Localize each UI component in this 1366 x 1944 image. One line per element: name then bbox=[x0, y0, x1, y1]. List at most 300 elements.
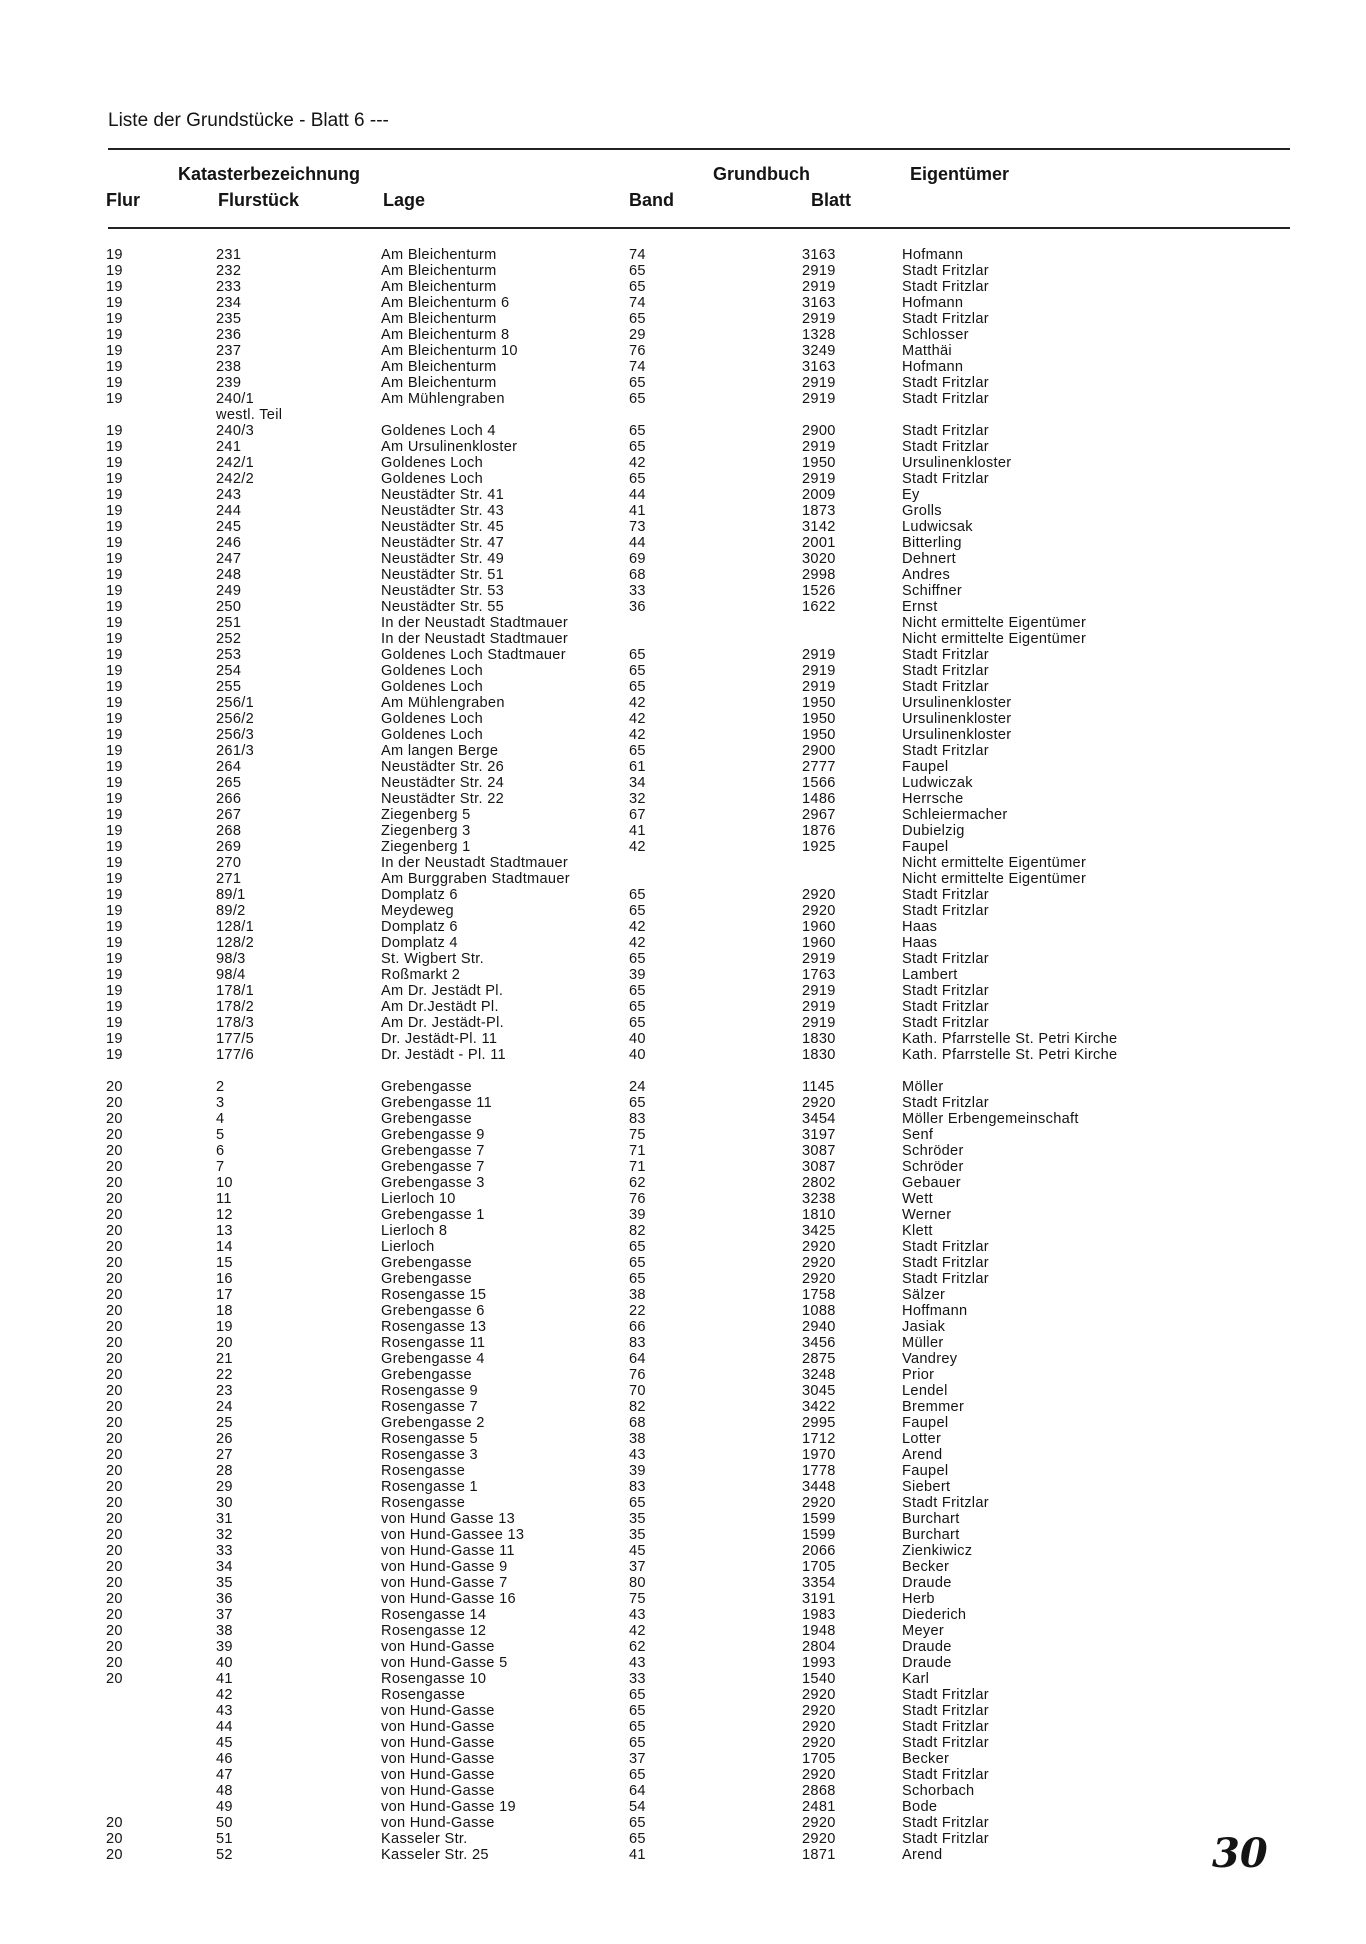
cell-blatt: 2919 bbox=[802, 1015, 836, 1031]
table-row bbox=[0, 1431, 1366, 1447]
cell-lage: von Hund-Gasse bbox=[381, 1703, 495, 1719]
table-row bbox=[0, 967, 1366, 983]
cell-band: 43 bbox=[629, 1607, 646, 1623]
table-row bbox=[0, 1319, 1366, 1335]
cell-eigentuemer: Stadt Fritzlar bbox=[902, 1735, 989, 1751]
cell-flurstueck: 234 bbox=[216, 295, 242, 311]
cell-band: 44 bbox=[629, 535, 646, 551]
cell-flurstueck: 48 bbox=[216, 1783, 233, 1799]
table-row bbox=[0, 1159, 1366, 1175]
cell-flur: 19 bbox=[106, 247, 123, 263]
table-row bbox=[0, 1191, 1366, 1207]
cell-eigentuemer: Schröder bbox=[902, 1143, 964, 1159]
cell-band: 42 bbox=[629, 695, 646, 711]
cell-flur: 19 bbox=[106, 743, 123, 759]
cell-flur: 20 bbox=[106, 1111, 123, 1127]
cell-band: 69 bbox=[629, 551, 646, 567]
cell-band: 74 bbox=[629, 247, 646, 263]
cell-eigentuemer: Ursulinenkloster bbox=[902, 727, 1012, 743]
cell-flurstueck: 22 bbox=[216, 1367, 233, 1383]
cell-flurstueck: 266 bbox=[216, 791, 242, 807]
table-row bbox=[0, 1127, 1366, 1143]
cell-band: 43 bbox=[629, 1655, 646, 1671]
cell-eigentuemer: Ludwiczak bbox=[902, 775, 973, 791]
table-row bbox=[0, 1815, 1366, 1831]
cell-flur: 19 bbox=[106, 295, 123, 311]
table-row bbox=[0, 983, 1366, 999]
cell-lage: Am Bleichenturm bbox=[381, 263, 497, 279]
table-row bbox=[0, 1623, 1366, 1639]
table-row bbox=[0, 1655, 1366, 1671]
cell-flurstueck: 11 bbox=[216, 1191, 232, 1207]
cell-band: 82 bbox=[629, 1223, 646, 1239]
cell-eigentuemer: Schröder bbox=[902, 1159, 964, 1175]
cell-eigentuemer: Arend bbox=[902, 1847, 943, 1863]
cell-lage: Grebengasse bbox=[381, 1367, 472, 1383]
cell-blatt: 2804 bbox=[802, 1639, 836, 1655]
cell-eigentuemer: Stadt Fritzlar bbox=[902, 887, 989, 903]
cell-blatt: 2919 bbox=[802, 983, 836, 999]
table-row bbox=[0, 439, 1366, 455]
cell-flur: 19 bbox=[106, 775, 123, 791]
cell-eigentuemer: Stadt Fritzlar bbox=[902, 1815, 989, 1831]
table-row bbox=[0, 1047, 1366, 1063]
cell-flur: 19 bbox=[106, 727, 123, 743]
cell-eigentuemer: Schiffner bbox=[902, 583, 963, 599]
table-row bbox=[0, 1079, 1366, 1095]
cell-lage: Rosengasse 12 bbox=[381, 1623, 487, 1639]
cell-blatt: 1328 bbox=[802, 327, 836, 343]
cell-eigentuemer: Vandrey bbox=[902, 1351, 958, 1367]
cell-flur: 19 bbox=[106, 839, 123, 855]
cell-eigentuemer: Stadt Fritzlar bbox=[902, 1015, 989, 1031]
table-row bbox=[0, 887, 1366, 903]
table-row bbox=[0, 423, 1366, 439]
cell-eigentuemer: Becker bbox=[902, 1751, 950, 1767]
cell-flurstueck: 47 bbox=[216, 1767, 233, 1783]
cell-flur: 20 bbox=[106, 1847, 123, 1863]
cell-flur: 20 bbox=[106, 1639, 123, 1655]
cell-band: 65 bbox=[629, 1815, 646, 1831]
cell-flur: 20 bbox=[106, 1207, 123, 1223]
cell-flur: 19 bbox=[106, 599, 123, 615]
cell-lage: Rosengasse 9 bbox=[381, 1383, 478, 1399]
cell-flur: 19 bbox=[106, 807, 123, 823]
cell-band: 62 bbox=[629, 1175, 646, 1191]
cell-flur: 20 bbox=[106, 1335, 123, 1351]
cell-eigentuemer: Kath. Pfarrstelle St. Petri Kirche bbox=[902, 1047, 1118, 1063]
cell-eigentuemer: Möller bbox=[902, 1079, 944, 1095]
cell-band: 24 bbox=[629, 1079, 646, 1095]
cell-flur: 20 bbox=[106, 1191, 123, 1207]
cell-blatt: 2919 bbox=[802, 439, 836, 455]
table-row bbox=[0, 615, 1366, 631]
cell-eigentuemer: Andres bbox=[902, 567, 951, 583]
table-row bbox=[0, 1383, 1366, 1399]
cell-blatt: 2967 bbox=[802, 807, 836, 823]
cell-lage: Domplatz 6 bbox=[381, 887, 458, 903]
cell-eigentuemer: Stadt Fritzlar bbox=[902, 999, 989, 1015]
cell-flur: 20 bbox=[106, 1495, 123, 1511]
table-row bbox=[0, 1559, 1366, 1575]
table-row bbox=[0, 695, 1366, 711]
cell-flur: 19 bbox=[106, 391, 123, 407]
cell-flurstueck: westl. Teil bbox=[216, 407, 283, 423]
cell-eigentuemer: Bremmer bbox=[902, 1399, 965, 1415]
cell-eigentuemer: Ursulinenkloster bbox=[902, 711, 1012, 727]
cell-blatt: 3087 bbox=[802, 1143, 836, 1159]
cell-eigentuemer: Draude bbox=[902, 1575, 952, 1591]
cell-blatt: 3163 bbox=[802, 359, 836, 375]
cell-band: 65 bbox=[629, 679, 646, 695]
table-row bbox=[0, 1543, 1366, 1559]
table-row bbox=[0, 551, 1366, 567]
table-row bbox=[0, 1415, 1366, 1431]
cell-band: 75 bbox=[629, 1127, 646, 1143]
cell-flurstueck: 14 bbox=[216, 1239, 233, 1255]
cell-flurstueck: 238 bbox=[216, 359, 242, 375]
cell-lage: Grebengasse 2 bbox=[381, 1415, 485, 1431]
table-row bbox=[0, 775, 1366, 791]
cell-flur: 20 bbox=[106, 1127, 123, 1143]
cell-lage: von Hund-Gasse bbox=[381, 1735, 495, 1751]
cell-eigentuemer: Stadt Fritzlar bbox=[902, 903, 989, 919]
cell-flur: 20 bbox=[106, 1511, 123, 1527]
cell-band: 76 bbox=[629, 1367, 646, 1383]
cell-blatt: 3087 bbox=[802, 1159, 836, 1175]
cell-lage: Goldenes Loch bbox=[381, 679, 484, 695]
cell-band: 71 bbox=[629, 1143, 646, 1159]
cell-band: 65 bbox=[629, 439, 646, 455]
cell-flurstueck: 16 bbox=[216, 1271, 233, 1287]
cell-flur: 20 bbox=[106, 1159, 123, 1175]
cell-flur: 20 bbox=[106, 1527, 123, 1543]
cell-lage: Am Dr. Jestädt-Pl. bbox=[381, 1015, 504, 1031]
table-row bbox=[0, 247, 1366, 263]
cell-lage: Am Mühlengraben bbox=[381, 695, 505, 711]
cell-eigentuemer: Dubielzig bbox=[902, 823, 965, 839]
cell-lage: Grebengasse 7 bbox=[381, 1143, 485, 1159]
cell-lage: Am Bleichenturm 10 bbox=[381, 343, 518, 359]
cell-flurstueck: 29 bbox=[216, 1479, 233, 1495]
table-row bbox=[0, 1783, 1366, 1799]
cell-flurstueck: 26 bbox=[216, 1431, 233, 1447]
cell-band: 35 bbox=[629, 1527, 646, 1543]
cell-flurstueck: 4 bbox=[216, 1111, 225, 1127]
cell-blatt: 2481 bbox=[802, 1799, 836, 1815]
cell-eigentuemer: Stadt Fritzlar bbox=[902, 1719, 989, 1735]
header-band: Band bbox=[629, 190, 674, 210]
cell-flur: 19 bbox=[106, 343, 123, 359]
cell-flurstueck: 256/2 bbox=[216, 711, 255, 727]
cell-flur: 19 bbox=[106, 647, 123, 663]
cell-lage: Am Bleichenturm bbox=[381, 359, 497, 375]
table-row bbox=[0, 631, 1366, 647]
cell-band: 65 bbox=[629, 887, 646, 903]
cell-band: 33 bbox=[629, 1671, 646, 1687]
cell-flurstueck: 256/3 bbox=[216, 727, 255, 743]
header-blatt: Blatt bbox=[811, 190, 851, 210]
cell-blatt: 1810 bbox=[802, 1207, 836, 1223]
cell-eigentuemer: Stadt Fritzlar bbox=[902, 375, 989, 391]
cell-blatt: 2802 bbox=[802, 1175, 836, 1191]
cell-lage: Ziegenberg 3 bbox=[381, 823, 471, 839]
cell-flurstueck: 23 bbox=[216, 1383, 233, 1399]
cell-eigentuemer: Stadt Fritzlar bbox=[902, 1687, 989, 1703]
cell-lage: Rosengasse 15 bbox=[381, 1287, 487, 1303]
table-row bbox=[0, 375, 1366, 391]
cell-flurstueck: 235 bbox=[216, 311, 242, 327]
cell-flur: 19 bbox=[106, 439, 123, 455]
cell-flurstueck: 31 bbox=[216, 1511, 233, 1527]
cell-band: 83 bbox=[629, 1111, 646, 1127]
cell-eigentuemer: Schleiermacher bbox=[902, 807, 1008, 823]
table-row bbox=[0, 1287, 1366, 1303]
cell-flurstueck: 44 bbox=[216, 1719, 233, 1735]
cell-flurstueck: 236 bbox=[216, 327, 242, 343]
cell-lage: Goldenes Loch bbox=[381, 711, 484, 727]
cell-flur: 20 bbox=[106, 1575, 123, 1591]
cell-flur: 20 bbox=[106, 1815, 123, 1831]
cell-band: 65 bbox=[629, 663, 646, 679]
cell-eigentuemer: Möller Erbengemeinschaft bbox=[902, 1111, 1079, 1127]
cell-band: 82 bbox=[629, 1399, 646, 1415]
cell-blatt: 3238 bbox=[802, 1191, 836, 1207]
cell-blatt: 2875 bbox=[802, 1351, 836, 1367]
cell-flurstueck: 52 bbox=[216, 1847, 233, 1863]
table-row bbox=[0, 1527, 1366, 1543]
cell-lage: Lierloch 8 bbox=[381, 1223, 448, 1239]
cell-band: 65 bbox=[629, 1735, 646, 1751]
header-lage: Lage bbox=[383, 190, 426, 210]
cell-blatt: 2920 bbox=[802, 1719, 836, 1735]
cell-flur: 19 bbox=[106, 567, 123, 583]
cell-blatt: 1526 bbox=[802, 583, 836, 599]
cell-band: 83 bbox=[629, 1479, 646, 1495]
cell-flur: 20 bbox=[106, 1239, 123, 1255]
cell-flurstueck: 30 bbox=[216, 1495, 233, 1511]
header-eigentuemer: Eigentümer bbox=[910, 164, 1010, 184]
cell-blatt: 2920 bbox=[802, 887, 836, 903]
cell-lage: Am Bleichenturm bbox=[381, 375, 497, 391]
cell-flur: 19 bbox=[106, 871, 123, 887]
cell-flurstueck: 240/3 bbox=[216, 423, 255, 439]
cell-eigentuemer: Schlosser bbox=[902, 327, 969, 343]
cell-blatt: 1970 bbox=[802, 1447, 836, 1463]
table-row bbox=[0, 263, 1366, 279]
cell-band: 42 bbox=[629, 711, 646, 727]
cell-blatt: 2920 bbox=[802, 1271, 836, 1287]
cell-band: 67 bbox=[629, 807, 646, 823]
cell-lage: Goldenes Loch 4 bbox=[381, 423, 496, 439]
cell-eigentuemer: Stadt Fritzlar bbox=[902, 1095, 989, 1111]
cell-band: 65 bbox=[629, 647, 646, 663]
cell-band: 54 bbox=[629, 1799, 646, 1815]
cell-lage: Neustädter Str. 53 bbox=[381, 583, 505, 599]
table-row bbox=[0, 663, 1366, 679]
cell-flur: 19 bbox=[106, 327, 123, 343]
cell-eigentuemer: Hofmann bbox=[902, 295, 964, 311]
cell-blatt: 2868 bbox=[802, 1783, 836, 1799]
cell-flur: 20 bbox=[106, 1655, 123, 1671]
cell-eigentuemer: Grolls bbox=[902, 503, 942, 519]
cell-lage: von Hund-Gasse 7 bbox=[381, 1575, 508, 1591]
cell-flurstueck: 248 bbox=[216, 567, 242, 583]
cell-band: 36 bbox=[629, 599, 646, 615]
table-row bbox=[0, 343, 1366, 359]
cell-band: 76 bbox=[629, 1191, 646, 1207]
cell-flur: 19 bbox=[106, 471, 123, 487]
cell-band: 65 bbox=[629, 903, 646, 919]
cell-band: 40 bbox=[629, 1031, 646, 1047]
table-row bbox=[0, 679, 1366, 695]
top-rule bbox=[108, 148, 1290, 150]
table-row bbox=[0, 535, 1366, 551]
cell-flurstueck: 98/3 bbox=[216, 951, 246, 967]
cell-band: 65 bbox=[629, 951, 646, 967]
cell-band: 65 bbox=[629, 1255, 646, 1271]
cell-lage: Neustädter Str. 51 bbox=[381, 567, 505, 583]
cell-band: 66 bbox=[629, 1319, 646, 1335]
cell-flur: 19 bbox=[106, 359, 123, 375]
cell-eigentuemer: Zienkiwicz bbox=[902, 1543, 973, 1559]
table-row bbox=[0, 823, 1366, 839]
cell-lage: von Hund-Gasse 9 bbox=[381, 1559, 508, 1575]
cell-flur: 19 bbox=[106, 903, 123, 919]
cell-flur: 19 bbox=[106, 967, 123, 983]
cell-lage: Goldenes Loch bbox=[381, 663, 484, 679]
cell-lage: Grebengasse bbox=[381, 1111, 472, 1127]
cell-eigentuemer: Stadt Fritzlar bbox=[902, 1239, 989, 1255]
cell-flur: 20 bbox=[106, 1623, 123, 1639]
cell-eigentuemer: Nicht ermittelte Eigentümer bbox=[902, 631, 1087, 647]
cell-flurstueck: 247 bbox=[216, 551, 242, 567]
table-row bbox=[0, 1335, 1366, 1351]
cell-blatt: 3163 bbox=[802, 295, 836, 311]
table-row bbox=[0, 487, 1366, 503]
cell-band: 70 bbox=[629, 1383, 646, 1399]
cell-flur: 19 bbox=[106, 487, 123, 503]
table-row bbox=[0, 1351, 1366, 1367]
cell-eigentuemer: Lambert bbox=[902, 967, 958, 983]
cell-flur: 19 bbox=[106, 279, 123, 295]
cell-blatt: 2920 bbox=[802, 903, 836, 919]
table-row bbox=[0, 1735, 1366, 1751]
cell-lage: Neustädter Str. 26 bbox=[381, 759, 505, 775]
cell-lage: In der Neustadt Stadtmauer bbox=[381, 631, 569, 647]
cell-flurstueck: 42 bbox=[216, 1687, 233, 1703]
cell-eigentuemer: Kath. Pfarrstelle St. Petri Kirche bbox=[902, 1031, 1118, 1047]
cell-eigentuemer: Haas bbox=[902, 919, 938, 935]
cell-band: 80 bbox=[629, 1575, 646, 1591]
cell-flur: 20 bbox=[106, 1351, 123, 1367]
cell-blatt: 3248 bbox=[802, 1367, 836, 1383]
cell-eigentuemer: Wett bbox=[902, 1191, 933, 1207]
cell-flurstueck: 244 bbox=[216, 503, 242, 519]
cell-flur: 19 bbox=[106, 983, 123, 999]
cell-flur: 19 bbox=[106, 951, 123, 967]
cell-flurstueck: 19 bbox=[216, 1319, 233, 1335]
cell-band: 68 bbox=[629, 567, 646, 583]
cell-flurstueck: 240/1 bbox=[216, 391, 255, 407]
cell-eigentuemer: Nicht ermittelte Eigentümer bbox=[902, 855, 1087, 871]
cell-flurstueck: 98/4 bbox=[216, 967, 246, 983]
cell-lage: von Hund-Gasse 19 bbox=[381, 1799, 516, 1815]
cell-blatt: 2920 bbox=[802, 1495, 836, 1511]
cell-flur: 19 bbox=[106, 711, 123, 727]
cell-eigentuemer: Stadt Fritzlar bbox=[902, 279, 989, 295]
cell-lage: Am Dr. Jestädt Pl. bbox=[381, 983, 504, 999]
cell-band: 37 bbox=[629, 1751, 646, 1767]
cell-flur: 20 bbox=[106, 1671, 123, 1687]
cell-lage: Grebengasse bbox=[381, 1079, 472, 1095]
cell-blatt: 1830 bbox=[802, 1031, 836, 1047]
cell-lage: Am Mühlengraben bbox=[381, 391, 505, 407]
cell-band: 22 bbox=[629, 1303, 646, 1319]
cell-blatt: 2919 bbox=[802, 279, 836, 295]
table-row bbox=[0, 503, 1366, 519]
cell-lage: In der Neustadt Stadtmauer bbox=[381, 615, 569, 631]
cell-lage: von Hund-Gasse bbox=[381, 1783, 495, 1799]
cell-lage: von Hund-Gasse bbox=[381, 1767, 495, 1783]
cell-lage: Neustädter Str. 55 bbox=[381, 599, 505, 615]
cell-lage: Grebengasse 4 bbox=[381, 1351, 485, 1367]
cell-flur: 20 bbox=[106, 1479, 123, 1495]
cell-lage: Rosengasse 13 bbox=[381, 1319, 487, 1335]
cell-blatt: 1960 bbox=[802, 935, 836, 951]
cell-blatt: 2919 bbox=[802, 375, 836, 391]
cell-band: 64 bbox=[629, 1351, 646, 1367]
cell-eigentuemer: Haas bbox=[902, 935, 938, 951]
cell-band: 35 bbox=[629, 1511, 646, 1527]
table-row bbox=[0, 1239, 1366, 1255]
cell-flur: 19 bbox=[106, 423, 123, 439]
cell-blatt: 2919 bbox=[802, 647, 836, 663]
cell-flurstueck: 43 bbox=[216, 1703, 233, 1719]
cell-eigentuemer: Stadt Fritzlar bbox=[902, 1767, 989, 1783]
cell-flurstueck: 249 bbox=[216, 583, 242, 599]
cell-blatt: 2919 bbox=[802, 999, 836, 1015]
cell-band: 65 bbox=[629, 263, 646, 279]
cell-blatt: 3191 bbox=[802, 1591, 836, 1607]
cell-lage: Rosengasse bbox=[381, 1463, 466, 1479]
cell-eigentuemer: Bitterling bbox=[902, 535, 962, 551]
table-row bbox=[0, 999, 1366, 1015]
cell-band: 64 bbox=[629, 1783, 646, 1799]
cell-lage: In der Neustadt Stadtmauer bbox=[381, 855, 569, 871]
cell-flur: 19 bbox=[106, 631, 123, 647]
cell-blatt: 2920 bbox=[802, 1815, 836, 1831]
header-flurstueck: Flurstück bbox=[218, 190, 300, 210]
table-row bbox=[0, 519, 1366, 535]
cell-lage: Neustädter Str. 49 bbox=[381, 551, 505, 567]
table-row bbox=[0, 583, 1366, 599]
cell-blatt: 2920 bbox=[802, 1767, 836, 1783]
cell-flur: 19 bbox=[106, 535, 123, 551]
table-row bbox=[0, 743, 1366, 759]
cell-flurstueck: 241 bbox=[216, 439, 242, 455]
cell-flur: 19 bbox=[106, 455, 123, 471]
cell-band: 76 bbox=[629, 343, 646, 359]
table-row bbox=[0, 1639, 1366, 1655]
cell-flur: 19 bbox=[106, 1031, 123, 1047]
cell-lage: Rosengasse 7 bbox=[381, 1399, 478, 1415]
cell-flurstueck: 178/2 bbox=[216, 999, 255, 1015]
cell-flurstueck: 253 bbox=[216, 647, 242, 663]
table-row bbox=[0, 1255, 1366, 1271]
cell-blatt: 1950 bbox=[802, 695, 836, 711]
cell-band: 65 bbox=[629, 1831, 646, 1847]
